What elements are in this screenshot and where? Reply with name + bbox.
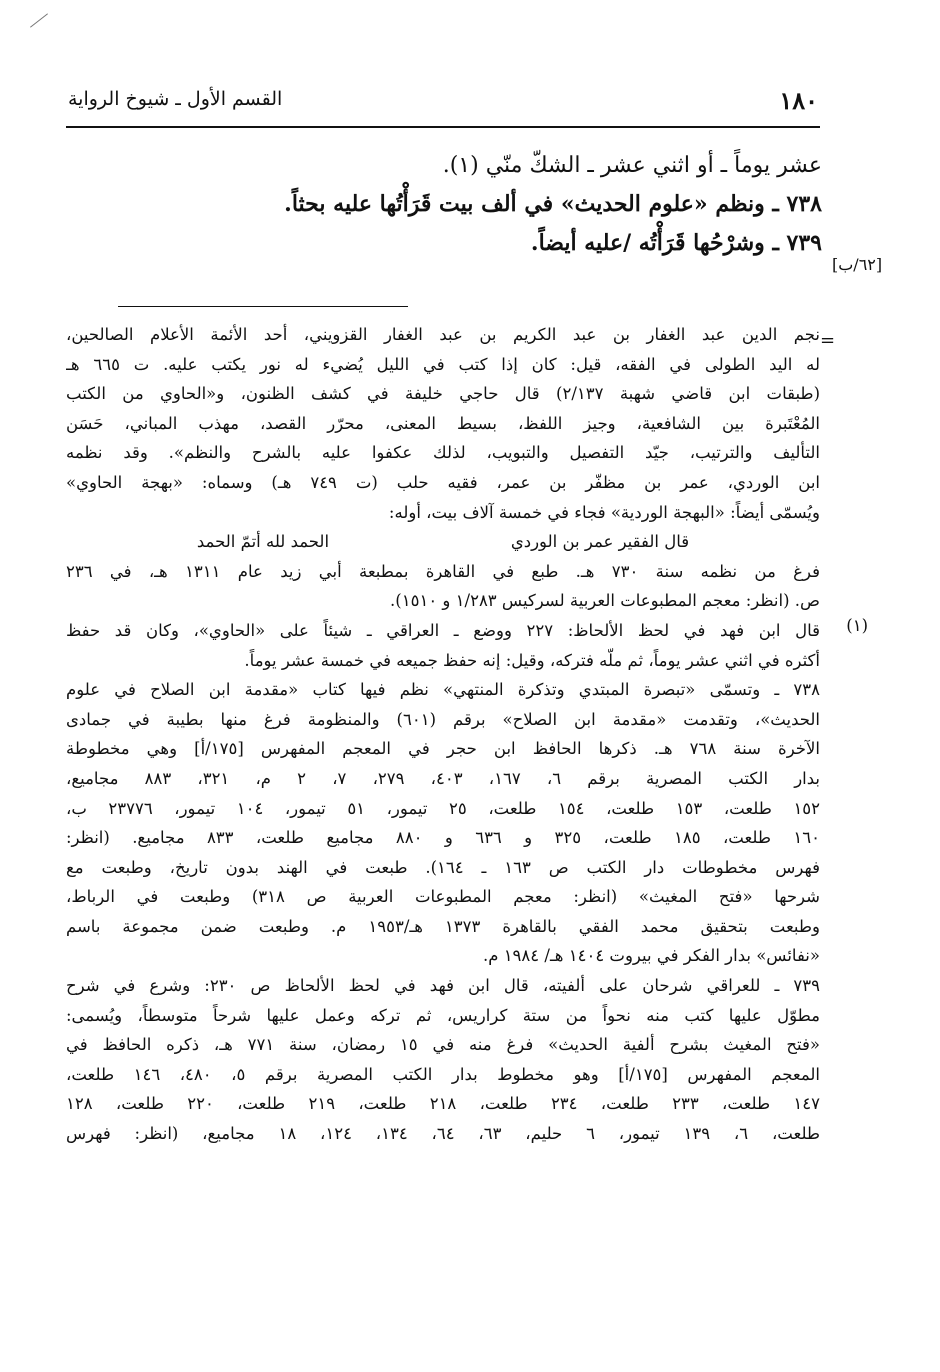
footnote-marker: (١) [846,615,868,635]
note-738 [66,675,820,971]
footnote-line: ٧٣٨ ـ وتسمّى «تبصرة المبتدي وتذكرة المنتهي» نظم فيها كتاب «مقدمة ابن الصلاح في علوم [66,680,820,700]
footnote-line: فرغ من نظمه سنة ٧٣٠ هـ. طبع في القاهرة بمطبعة أبي زيد عام ١٣١١ هـ، في ٢٣٦ [66,561,820,581]
verse-hemistich: الحمد لله أتمّ الحمد [196,532,330,552]
footnote-line: فهرس مخطوطات دار الكتب ص ١٦٣ ـ ١٦٤). طبعت في الهند بدون تاريخ، وطبعت مع [66,857,820,877]
footnote-line: ٧٣٩ ـ للعراقي شرحان على ألفيته، قال ابن فهد في لحظ الألحاظ ص ٢٣٠: وشرع في شرح [66,976,820,996]
footnote-line: له اليد الطولى في الفقه، قيل: كان إذا كتب في الليل يُضيء له نور يكتب عليه. ت ٦٦٥ هـ [66,354,820,374]
continuation-mark: = [820,330,836,351]
footnote-line: الآخرة سنة ٧٦٨ هـ. ذكرها الحافظ ابن حجر في المعجم المفهرس [١٧٥/أ] وهي مخطوطة [66,739,820,759]
footnote-1 [66,615,868,675]
note-739 [66,971,820,1149]
footnote-line: مطوّل عليها كتب منه نحواً من ستة كراريس، ثم تركه وعمل عليها شرحاً متوسطاً، ويُسمى: [66,1005,820,1025]
running-head: القسم الأول ـ شيوخ الرواية [68,88,283,110]
pencil-mark [30,13,48,27]
footnote-line: وطبعت بتحقيق محمد الفقي بالقاهرة ١٣٧٣ هـ/١٩٥٣ م. وطبعت ضمن مجموعة باسم [66,916,820,936]
header-rule [66,126,820,128]
verse-line [66,527,820,557]
footnote-line: ص. (انظر: معجم المطبوعات العربية لسركيس ١/٢٨٣ و ١٥١٠). [390,591,820,611]
footnote-line: طلعت، ٦، ١٣٩ تيمور، ٦ حليم، ٦٣، ٦٤، ١٣٤، ١٢٤، ١٨ مجاميع، (انظر: فهرس [66,1124,820,1144]
footnote-line: المعجم المفهرس [١٧٥/أ] وهو مخطوط بدار الكتب المصرية برقم ٥، ٤٨٠، ١٤٦ طلعت، [66,1064,820,1084]
footnote-line: بدار الكتب المصرية برقم ٦، ١٦٧، ٤٠٣، ٢٧٩، ٧، ٢ م، ٣٢١، ٨٨٣ مجاميع، [66,768,820,788]
main-line: ٧٣٩ ـ وشرْحُها قَرَأْتُه /عليه أيضاً. [530,230,822,256]
footnote-line: ١٦٠ طلعت، ١٨٥ طلعت، ٣٢٥ و ٦٣٦ و ٨٨٠ مجاميع طلعت، ٨٣٣ مجاميع. (انظر: [66,828,820,848]
page-header [68,86,818,118]
footnote-line: الحديث»، وتقدمت «مقدمة ابن الصلاح» برقم (٦٠١) والمنظومة فرغ منها بطيبة في جمادى [66,709,820,729]
footnote-line: ١٥٢ طلعت، ١٥٣ طلعت، ١٥٤ طلعت، ٢٥ تيمور، ٥١ تيمور، ١٠٤ تيمور، ٢٣٧٧٦ ب، [66,798,820,818]
footnote-line: ١٤٧ طلعت، ٢٣٣ طلعت، ٢٣٤ طلعت، ٢١٨ طلعت، ٢١٩ طلعت، ٢٢٠ طلعت، ١٢٨ [66,1094,820,1114]
page-number: ١٨٠ [779,86,818,115]
footnote-line: قال ابن فهد في لحظ الألحاظ: ٢٢٧ ووضع ـ العراقي ـ شيئاً على «الحاوي»، وكان قد حفظ [66,620,820,640]
footnote-line: «نفائس» بدار الفكر في بيروت ١٤٠٤ هـ/ ١٩٨٤ م. [482,946,820,966]
main-line: ٧٣٨ ـ ونظم «علوم الحديث» في ألف بيت قَرَأْتُها عليه بحثاً. [284,191,822,217]
footnote-line: (طبقات ابن قاضي شهبة ٢/١٣٧) قال حاجي خليفة في كشف الظنون، و«الحاوي من الكتب [66,384,820,404]
footnote-line: ابن الوردي، عمر بن مظفّر بن عمر، فقيه حلب (ت ٧٤٩ هـ) وسماه: «بهجة الحاوي» [66,472,820,492]
footnote-line: التأليف والترتيب، جيّد التفصيل والتبويب، لذلك عكفوا عليه بالشرح والنظم». وقد نظمه [66,443,820,463]
footnotes [66,320,868,1149]
footnote-line: «فتح المغيث بشرح ألفية الحديث» فرغ منه في ١٥ رمضان، سنة ٧٧١ هـ، ذكره الحافظ في [66,1035,820,1055]
footnote-line: نجم الدين عبد الغفار بن عبد الكريم بن عبد الغفار القزويني، أحد الأئمة الأعلام الصالحين، [66,325,820,344]
main-line: عشر يوماً ـ أو اثني عشر ـ الشكّ منّي (١). [442,153,822,178]
footnote-line: أكثره في اثني عشر يوماً، ثم ملّه فتركه، وقيل: إنه حفظ جميعه في خمسة عشر يوماً. [244,650,820,670]
margin-folio-note: [٦٢/ب] [832,255,883,274]
footnote-line: ويُسمّى أيضاً: «البهجة الوردية» فجاء في خمسة آلاف بيت، أوله: [388,502,820,522]
footnote-line: المُعْتَبرة بين الشافعية، وجيز اللفظ، بسيط المعنى، محرّر القصد، مهذب المباني، حَسَن [66,413,820,433]
footnote-rule [118,306,408,307]
verse-hemistich: قال الفقير عمر بن الوردي [510,532,690,552]
main-text [150,146,822,263]
footnote-line: شرحها «فتح المغيث» (انظر: معجم المطبوعات العربية ص ٣١٨) وطبعت في الرباط، [66,887,820,907]
